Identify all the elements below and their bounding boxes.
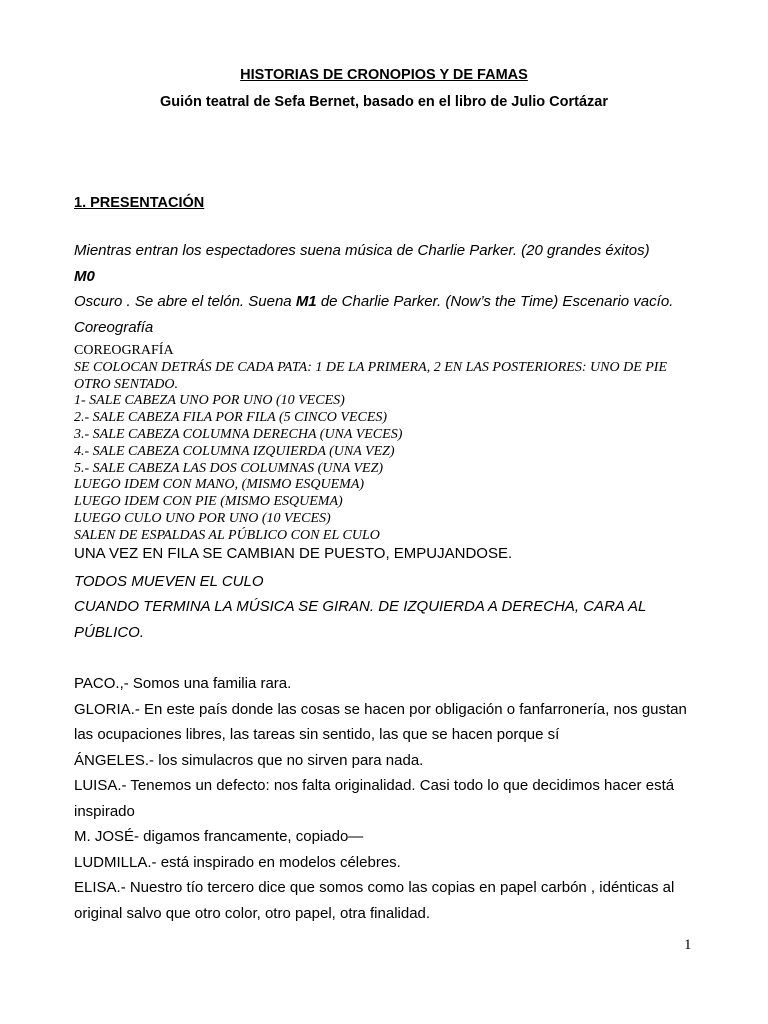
choreography-line: COREOGRAFÍA [74, 343, 174, 358]
section-heading: 1. PRESENTACIÓN [74, 195, 205, 211]
intro-line: Mientras entran los espectadores suena música de Charlie Parker. (20 grandes éxitos) [74, 242, 650, 259]
choreography-line: 5.- SALE CABEZA LAS DOS COLUMNAS (UNA VEZ) [74, 460, 384, 476]
music-cue-m0: M0 [74, 267, 95, 285]
stage-direction: TODOS MUEVEN EL CULO [74, 572, 264, 590]
intro-text-a: Oscuro . Se abre el telón. Suena [74, 293, 296, 310]
choreography-line: 1- SALE CABEZA UNO POR UNO (10 VECES) [74, 393, 345, 409]
music-cue-m1: M1 [295, 293, 317, 310]
dialogue-line: PACO.,- Somos una familia rara. [74, 675, 292, 693]
dialogue-line: ÁNGELES.- los simulacros que no sirven para nada. [74, 751, 424, 769]
page-number: 1 [684, 937, 692, 953]
intro-text-b: de Charlie Parker. (Now’s the Time) Escenario vacío. Coreografía [74, 293, 674, 336]
dialogue-line: GLORIA.- En este país donde las cosas se hacen por obligación o fanfarronería, nos gustan las ocupaciones libres, las tareas sin sentido, las que se hacen porque sí [74, 700, 687, 744]
choreography-line: LUEGO IDEM CON MANO, (MISMO ESQUEMA) [74, 477, 365, 493]
choreography-line: SE COLOCAN DETRÁS DE CADA PATA: 1 DE LA PRIMERA, 2 EN LAS POSTERIORES: UNO DE PIE OTRO SENTADO. [74, 359, 668, 392]
choreography-line: SALEN DE ESPALDAS AL PÚBLICO CON EL CULO [74, 527, 380, 543]
choreography-block [74, 343, 694, 545]
stage-direction: CUANDO TERMINA LA MÚSICA SE GIRAN. DE IZQUIERDA A DERECHA, CARA AL PÚBLICO. [74, 598, 647, 641]
dialogue-line: M. JOSÉ- digamos francamente, copiado— [74, 828, 364, 846]
choreography-line: 3.- SALE CABEZA COLUMNA DERECHA (UNA VECES) [74, 426, 403, 442]
choreography-line: 4.- SALE CABEZA COLUMNA IZQUIERDA (UNA VEZ) [74, 443, 395, 459]
choreography-line: LUEGO IDEM CON PIE (MISMO ESQUEMA) [74, 494, 343, 510]
choreography-line: LUEGO CULO UNO POR UNO (10 VECES) [74, 510, 331, 526]
dialogue-line: ELISA.- Nuestro tío tercero dice que somos como las copias en papel carbón , idénticas al original salvo que otro color, otro papel, otra finalidad. [74, 879, 675, 922]
intro-paragraph [74, 289, 694, 340]
dialogue-line: LUDMILLA.- está inspirado en modelos célebres. [74, 853, 401, 871]
dialogue-line: LUISA.- Tenemos un defecto: nos falta originalidad. Casi todo lo que decidimos hacer está inspirado [74, 777, 675, 820]
document-subtitle: Guión teatral de Sefa Bernet, basado en el libro de Julio Cortázar [160, 94, 608, 110]
stage-direction: UNA VEZ EN FILA SE CAMBIAN DE PUESTO, EMPUJANDOSE. [74, 544, 513, 562]
choreography-line: 2.- SALE CABEZA FILA POR FILA (5 CINCO VECES) [74, 410, 388, 426]
document-body [74, 192, 694, 926]
document-title: HISTORIAS DE CRONOPIOS Y DE FAMAS [240, 67, 528, 83]
